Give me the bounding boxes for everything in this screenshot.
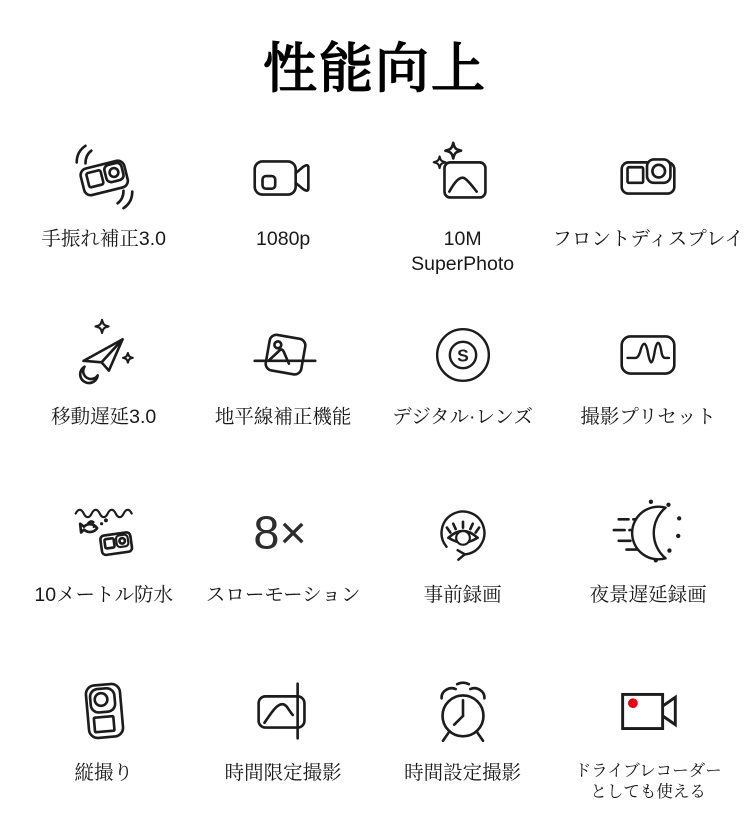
feature-front-display bbox=[552, 116, 744, 294]
feature-label: 撮影プリセット bbox=[580, 406, 716, 428]
video-camera-icon bbox=[193, 134, 372, 220]
feature-label: 10メートル防水 bbox=[34, 584, 174, 606]
feature-pre-recording bbox=[373, 472, 552, 650]
feature-waterproof bbox=[14, 472, 193, 650]
feature-label: スローモーション bbox=[205, 584, 361, 606]
feature-label: 地平線補正機能 bbox=[214, 406, 352, 428]
feature-vertical-shooting bbox=[14, 650, 193, 828]
feature-superphoto bbox=[373, 116, 552, 294]
feature-time-limited bbox=[193, 650, 372, 828]
digital-lens-icon bbox=[373, 312, 552, 398]
feature-night-timelapse bbox=[552, 472, 744, 650]
dashcam-icon bbox=[552, 668, 744, 754]
feature-label: デジタル·レンズ bbox=[392, 406, 533, 428]
feature-grid bbox=[0, 116, 750, 828]
feature-label: 移動遅延3.0 bbox=[51, 406, 157, 428]
night-timelapse-icon bbox=[552, 490, 744, 576]
lens-letter: S bbox=[456, 345, 469, 366]
feature-motion-timelapse bbox=[14, 294, 193, 472]
feature-1080p bbox=[193, 116, 372, 294]
shake-stabilization-icon bbox=[14, 134, 193, 220]
feature-label: 手振れ補正3.0 bbox=[41, 228, 167, 250]
feature-label: 10M bbox=[443, 228, 482, 250]
feature-label: 時間設定撮影 bbox=[404, 762, 522, 784]
front-display-camera-icon bbox=[552, 134, 744, 220]
feature-digital-lens bbox=[373, 294, 552, 472]
feature-label: 時間限定撮影 bbox=[224, 762, 342, 784]
feature-preset bbox=[552, 294, 744, 472]
horizon-leveling-icon bbox=[193, 312, 372, 398]
superphoto-icon bbox=[373, 134, 552, 220]
feature-slow-motion bbox=[193, 472, 372, 650]
feature-scheduled-shooting bbox=[373, 650, 552, 828]
feature-label: ドライブレコーダー bbox=[574, 762, 722, 780]
slow-motion-icon bbox=[193, 490, 372, 576]
feature-label: フロントディスプレイ bbox=[552, 228, 744, 250]
feature-label-line2: としても使える bbox=[590, 783, 706, 802]
feature-label: 夜景遅延録画 bbox=[589, 584, 707, 606]
feature-label: 事前録画 bbox=[423, 584, 502, 606]
slow-motion-text: 8× bbox=[253, 506, 307, 559]
motion-timelapse-icon bbox=[14, 312, 193, 398]
feature-dashcam bbox=[552, 650, 744, 828]
waterproof-icon bbox=[14, 490, 193, 576]
feature-horizon bbox=[193, 294, 372, 472]
pre-recording-icon bbox=[373, 490, 552, 576]
feature-label-line2: SuperPhoto bbox=[411, 252, 515, 275]
page-title: 性能向上 bbox=[263, 39, 487, 99]
feature-stabilization bbox=[14, 116, 193, 294]
preset-waveform-icon bbox=[552, 312, 744, 398]
scheduled-shooting-icon bbox=[373, 668, 552, 754]
feature-label: 1080p bbox=[256, 228, 311, 250]
vertical-shooting-icon bbox=[14, 668, 193, 754]
feature-label: 縦撮り bbox=[74, 762, 133, 784]
time-limited-icon bbox=[193, 668, 372, 754]
